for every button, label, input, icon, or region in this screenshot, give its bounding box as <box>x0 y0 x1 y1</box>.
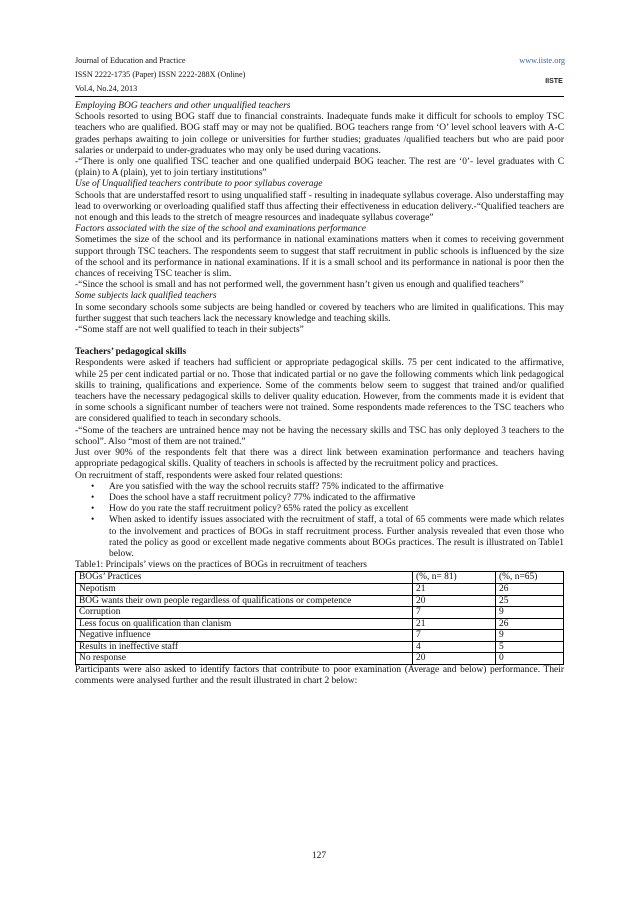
table-row <box>76 595 564 607</box>
volume-line: Vol.4, No.24, 2013 <box>75 84 138 93</box>
table-row <box>76 641 564 653</box>
paragraph: -“Some staff are not well qualified to teach in their subjects” <box>75 325 304 336</box>
article-body <box>75 101 564 687</box>
section-title: Teachers’ pedagogical skills <box>75 347 187 358</box>
table-cell: Nepotism <box>76 583 413 595</box>
table-cell: Corruption <box>76 607 413 619</box>
table-header-cell: (%, n=65) <box>496 572 564 584</box>
table-row <box>76 630 564 642</box>
table-cell: 26 <box>496 618 564 630</box>
table-cell: No response <box>76 653 413 665</box>
table-row <box>76 607 564 619</box>
table-cell: 9 <box>496 607 564 619</box>
pedagogy-paragraphs <box>75 358 564 481</box>
subheading: Some subjects lack qualified teachers <box>75 291 217 302</box>
table-header-cell: (%, n= 81) <box>413 572 496 584</box>
table-cell: 21 <box>413 583 496 595</box>
paragraph: Respondents were asked if teachers had sufficient or appropriate pedagogical skills. 75 per cent indicated to the affirmative, while 25 per cent indicated partial or no. Those that indicated partial or no gave the following comments which link pedagogical skills to training, qualifications and experience. Some of the comments below seem to suggest that trained and/or qualified teachers have the necessary pedagogical skills to deliver quality education. However, from the comments made it is evident that in some schools a significant number of teachers were not trained. Some respondents made references to the TSC teachers who are considered qualified to teach in secondary schools. <box>75 358 564 425</box>
table-cell: Negative influence <box>76 630 413 642</box>
table-caption: Table1: Principals’ views on the practices of BOGs in recruitment of teachers <box>75 560 367 571</box>
opening-paragraphs <box>75 101 564 336</box>
table-cell: 20 <box>413 653 496 665</box>
table-cell: 7 <box>413 607 496 619</box>
table-cell: 20 <box>413 595 496 607</box>
paragraph: -“Since the school is small and has not performed well, the government hasn’t given us enough and qualified teachers” <box>75 280 524 291</box>
subheading: Use of Unqualified teachers contribute to poor syllabus coverage <box>75 179 323 190</box>
table-row <box>76 653 564 665</box>
paragraph: Sometimes the size of the school and its performance in national examinations matters when it comes to receiving government support through TSC teachers. The respondents seem to suggest that staff recruitment in public schools is influenced by the size of the school and its performance in national examinations. If it is a small school and its performance in national is poor then the chances of receiving TSC teacher is slim. <box>75 235 564 280</box>
paragraph: Schools resorted to using BOG staff due to financial constraints. Inadequate funds make it difficult for schools to employ TSC teachers who are qualified. BOG staff may or may not be qualified. BOG teachers range from ‘O’ level school leavers with A-C grades perhaps awaiting to join college or universities for further studies; graduates /qualified teachers but who are paid poor salaries or underpaid to under-graduates who may only be used during vacations. <box>75 112 564 156</box>
paragraph: Schools that are understaffed resort to using unqualified staff - resulting in inadequate syllabus coverage. Also understaffing may lead to overworking or overloading qualified staff thus affecting their effectiveness in education delivery.-“Qualified teachers are not enough and this leads to the stretch of meagre resources and inadequate syllabus coverage” <box>75 190 564 224</box>
journal-url-link[interactable]: www.iiste.org <box>519 56 565 65</box>
paragraph: In some secondary schools some subjects are being handled or covered by teachers who are limited in qualifications. This may further suggest that such teachers lack the necessary knowledge and teaching skills. <box>75 302 564 324</box>
table-cell: 25 <box>496 595 564 607</box>
question-list <box>75 482 564 560</box>
page-number: 127 <box>311 851 327 861</box>
paragraph: -“Some of the teachers are untrained hence may not be having the necessary skills and TSC has only deployed 3 teachers to the school”. Also “most of them are not trained.” <box>75 425 564 447</box>
table-cell: Less focus on qualification than clanism <box>76 618 413 630</box>
table-cell: BOG wants their own people regardless of qualifications or competence <box>76 595 413 607</box>
bog-practices-table <box>75 571 564 665</box>
table-cell: 9 <box>496 630 564 642</box>
table-cell: 4 <box>413 641 496 653</box>
header-rule <box>75 96 564 97</box>
table-cell: Results in ineffective staff <box>76 641 413 653</box>
subheading: Factors associated with the size of the school and examinations performance <box>75 224 366 235</box>
list-item: • How do you rate the staff recruitment policy? 65% rated the policy as excellent <box>109 504 564 515</box>
table-cell: 5 <box>496 641 564 653</box>
paragraph: -“There is only one qualified TSC teacher and one qualified underpaid BOG teacher. The rest are ‘0’- level graduates with C (plain) to A (plain), yet to join tertiary institutions” <box>75 157 564 179</box>
table-cell: 0 <box>496 653 564 665</box>
list-item: • Are you satisfied with the way the school recruits staff? 75% indicated to the affirmative <box>109 482 564 493</box>
closing-paragraph: Participants were also asked to identify factors that contribute to poor examination (Average and below) performance. Their comments were analysed further and the result illustrated in chart 2 below: <box>75 665 564 687</box>
table-header-cell: BOGs’ Practices <box>76 572 413 584</box>
table-row <box>76 583 564 595</box>
list-item: • When asked to identify issues associated with the recruitment of staff, a total of 65 comments were made which relates to the involvement and practices of BOGs in staff recruitment process. Further analysis revealed that even those who rated the policy as good or excellent made negative comments about BOGs practices. The result is illustrated on Table1 below. <box>109 515 564 560</box>
subheading: Employing BOG teachers and other unqualified teachers <box>75 101 291 111</box>
page-header <box>75 54 565 96</box>
list-item: • Does the school have a staff recruitment policy? 77% indicated to the affirmative <box>109 493 564 504</box>
iiste-logo-icon <box>543 68 565 90</box>
table-cell: 21 <box>413 618 496 630</box>
paragraph: On recruitment of staff, respondents were asked four related questions: <box>75 470 343 481</box>
table-cell: 7 <box>413 630 496 642</box>
table-cell: 26 <box>496 583 564 595</box>
table-header-row <box>76 572 564 584</box>
paragraph: Just over 90% of the respondents felt that there was a direct link between examination performance and teachers having appropriate pedagogical skills. Quality of teachers in schools is affected by the recruitment policy and practices. <box>75 448 564 470</box>
issn-line: ISSN 2222-1735 (Paper) ISSN 2222-288X (Online) <box>75 70 246 79</box>
journal-title: Journal of Education and Practice <box>75 56 186 65</box>
logo-text: IISTE <box>545 78 563 85</box>
table-row <box>76 618 564 630</box>
